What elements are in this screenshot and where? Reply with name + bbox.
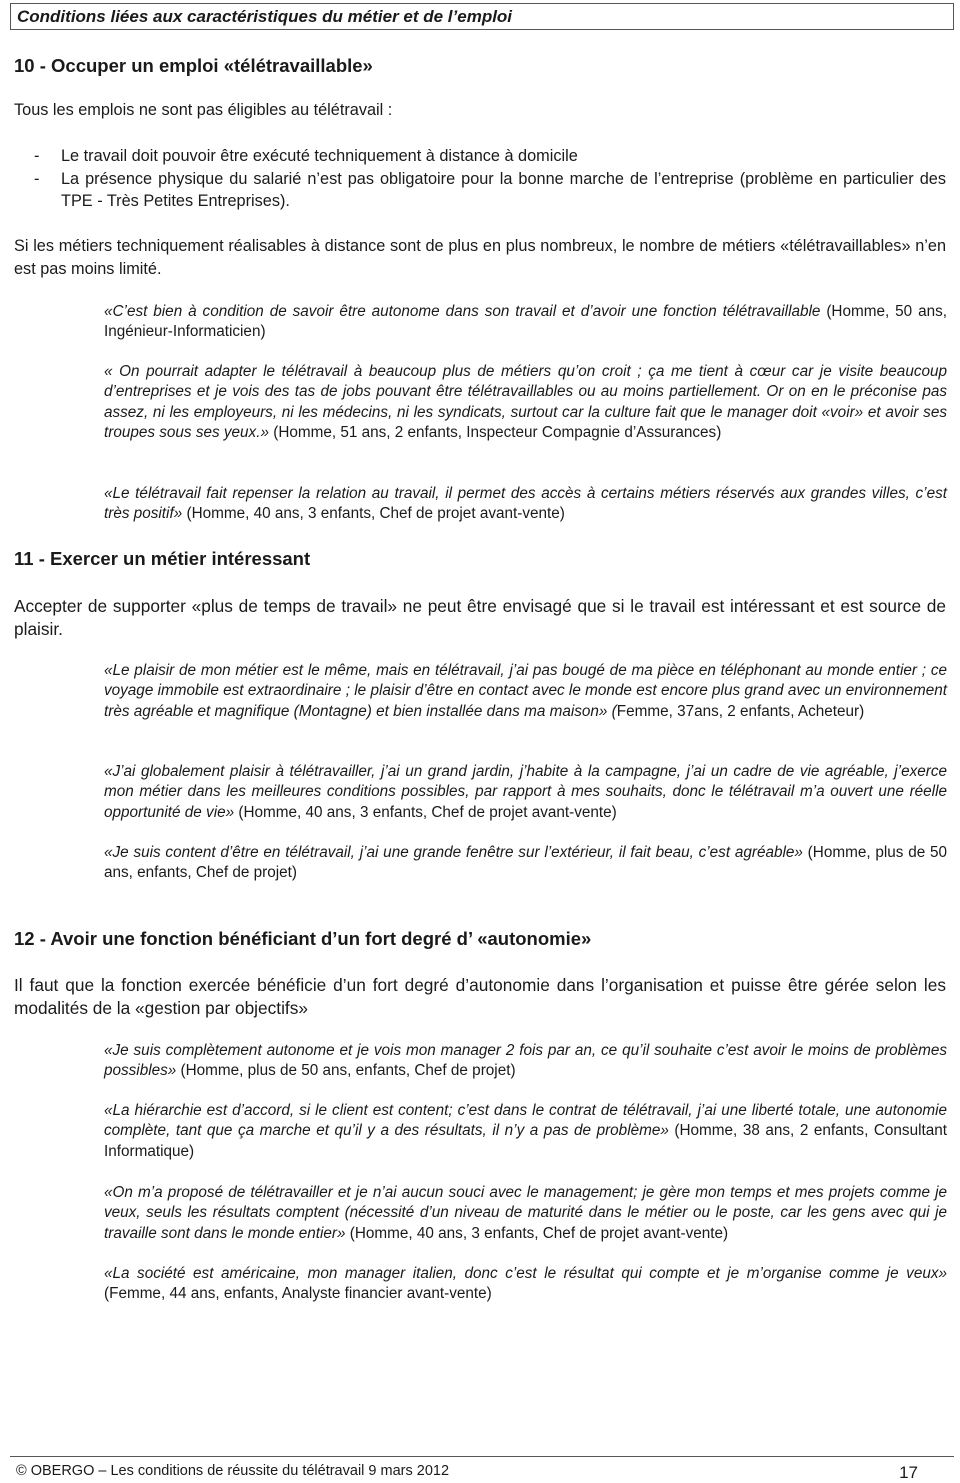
- section-10-bullet-list: [14, 145, 946, 213]
- section-11-paragraph: Accepter de supporter «plus de temps de travail» ne peut être envisagé que si le travail est intéressant et est source de plaisir.: [14, 596, 946, 639]
- section-12-heading: 12 - Avoir une fonction bénéficiant d’un fort degré d’ «autonomie»: [14, 928, 592, 949]
- page-header: [10, 3, 954, 30]
- section-10-paragraph: Si les métiers techniquement réalisables à distance sont de plus en plus nombreux, le nombre de métiers «télétravaillables» n’en est pas moins limité.: [14, 237, 946, 278]
- section-10-heading: 10 - Occuper un emploi «télétravaillable»: [14, 55, 373, 76]
- page-footer: [10, 1456, 954, 1481]
- quote-text: «Je suis complètement autonome et je vois mon manager 2 fois par an, ce qu’il souhaite c’est avoir le moins de problèmes possibles»: [104, 1042, 947, 1080]
- bullet-mark: -: [34, 147, 40, 165]
- bullet-item: [14, 145, 946, 168]
- quote-attribution: (Homme, 40 ans, 3 enfants, Chef de projet avant-vente): [345, 1224, 729, 1242]
- quote-attribution: (Homme, 50 ans, Ingénieur-Informaticien): [104, 303, 947, 341]
- quote-block: [104, 1183, 947, 1244]
- quote-text: «La hiérarchie est d’accord, si le client est content; c’est dans le contrat de télétravail, j’ai une liberté totale, une autonomie complète, tant que ça marche et qu’il y a des résultats, il n’y a pas de problème»: [104, 1102, 947, 1140]
- quote-block: [104, 661, 947, 722]
- bullet-item: [14, 168, 946, 213]
- quote-attribution: (Homme, plus de 50 ans, enfants, Chef de projet): [104, 844, 947, 882]
- quote-block: [104, 362, 947, 443]
- bullet-mark: -: [34, 169, 40, 188]
- quote-text: «Je suis content d’être en télétravail, j’ai une grande fenêtre sur l’extérieur, il fait beau, c’est agréable»: [104, 844, 803, 861]
- footer-text: © OBERGO – Les conditions de réussite du télétravail 9 mars 2012: [16, 1463, 450, 1479]
- quote-attribution: (Homme, 38 ans, 2 enfants, Consultant Informatique): [104, 1122, 947, 1160]
- quote-block: [104, 1041, 947, 1082]
- quote-attribution: Femme, 37ans, 2 enfants, Acheteur): [616, 702, 865, 720]
- page-number: 17: [899, 1463, 918, 1482]
- quote-text: «J’ai globalement plaisir à télétravailler, j’ai un grand jardin, j’habite à la campagne, j’ai un cadre de vie agréable, j’exerce mon métier dans les meilleures conditions possibles, par rapport à mes souhaits, donc le télétravail m’a ouvert une réelle opportunité de vie»: [104, 763, 947, 821]
- quote-attribution: (Homme, 40 ans, 3 enfants, Chef de projet avant-vente): [234, 803, 617, 821]
- quote-block: [104, 843, 947, 884]
- quote-text: « On pourrait adapter le télétravail à beaucoup plus de métiers qu’on croit ; ça me tient à cœur car je visite beaucoup d’entreprises et je vois des tas de jobs pouvant être télétravaillables ou au moins partiellement. Or on en le préconise pas assez, ni les employeurs, ni les médecins, ni les syndicats, surtout car la culture fait que le manager doit «voir» et avoir ses troupes sous ses yeux.»: [104, 363, 947, 441]
- quote-attribution: (Homme, 40 ans, 3 enfants, Chef de projet avant-vente): [182, 505, 565, 523]
- section-12-paragraph: Il faut que la fonction exercée bénéficie d’un fort degré d’autonomie dans l’organisation et puisse être gérée selon les modalités de la «gestion par objectifs»: [14, 975, 946, 1018]
- quote-attribution: (Homme, 51 ans, 2 enfants, Inspecteur Compagnie d’Assurances): [268, 423, 722, 441]
- quote-text: «La société est américaine, mon manager italien, donc c’est le résultat qui compte et je m’organise comme je veux»: [104, 1265, 947, 1282]
- header-title: Conditions liées aux caractéristiques du métier et de l’emploi: [17, 7, 513, 26]
- quote-block: [104, 1264, 947, 1305]
- section-10-intro: Tous les emplois ne sont pas éligibles au télétravail :: [14, 101, 393, 119]
- bullet-text: Le travail doit pouvoir être exécuté techniquement à distance à domicile: [61, 147, 578, 165]
- quote-text: «C’est bien à condition de savoir être autonome dans son travail et d’avoir une fonction télétravaillable: [104, 303, 821, 320]
- quote-block: [104, 484, 947, 525]
- quote-text: «Le plaisir de mon métier est le même, mais en télétravail, j’ai pas bougé de ma pièce en téléphonant au monde entier ; ce voyage immobile est extraordinaire ; le plaisir d’être en contact avec le monde est encore plus grand avec un environnement très agréable et magnifique (Montagne) et bien installée dans ma maison» (: [104, 662, 947, 720]
- quote-text: «Le télétravail fait repenser la relation au travail, il permet des accès à certains métiers réservés aux grandes villes, c’est très positif»: [104, 485, 947, 523]
- quote-attribution: (Homme, plus de 50 ans, enfants, Chef de projet): [176, 1062, 516, 1080]
- bullet-text: La présence physique du salarié n’est pas obligatoire pour la bonne marche de l’entreprise (problème en particulier des TPE - Très Petites Entreprises).: [61, 169, 946, 211]
- quote-block: [104, 302, 947, 343]
- quote-block: [104, 762, 947, 823]
- quote-text: «On m’a proposé de télétravailler et je n’ai aucun souci avec le management; je gère mon temps et mes projets comme je veux, seuls les résultats comptent (nécessité d’un niveau de maturité dans le métier ou le poste, car les gens avec qui je travaille sont dans le monde entier»: [104, 1184, 947, 1242]
- section-11-heading: 11 - Exercer un métier intéressant: [14, 548, 311, 569]
- quote-attribution: (Femme, 44 ans, enfants, Analyste financier avant-vente): [104, 1285, 492, 1303]
- quote-block: [104, 1101, 947, 1162]
